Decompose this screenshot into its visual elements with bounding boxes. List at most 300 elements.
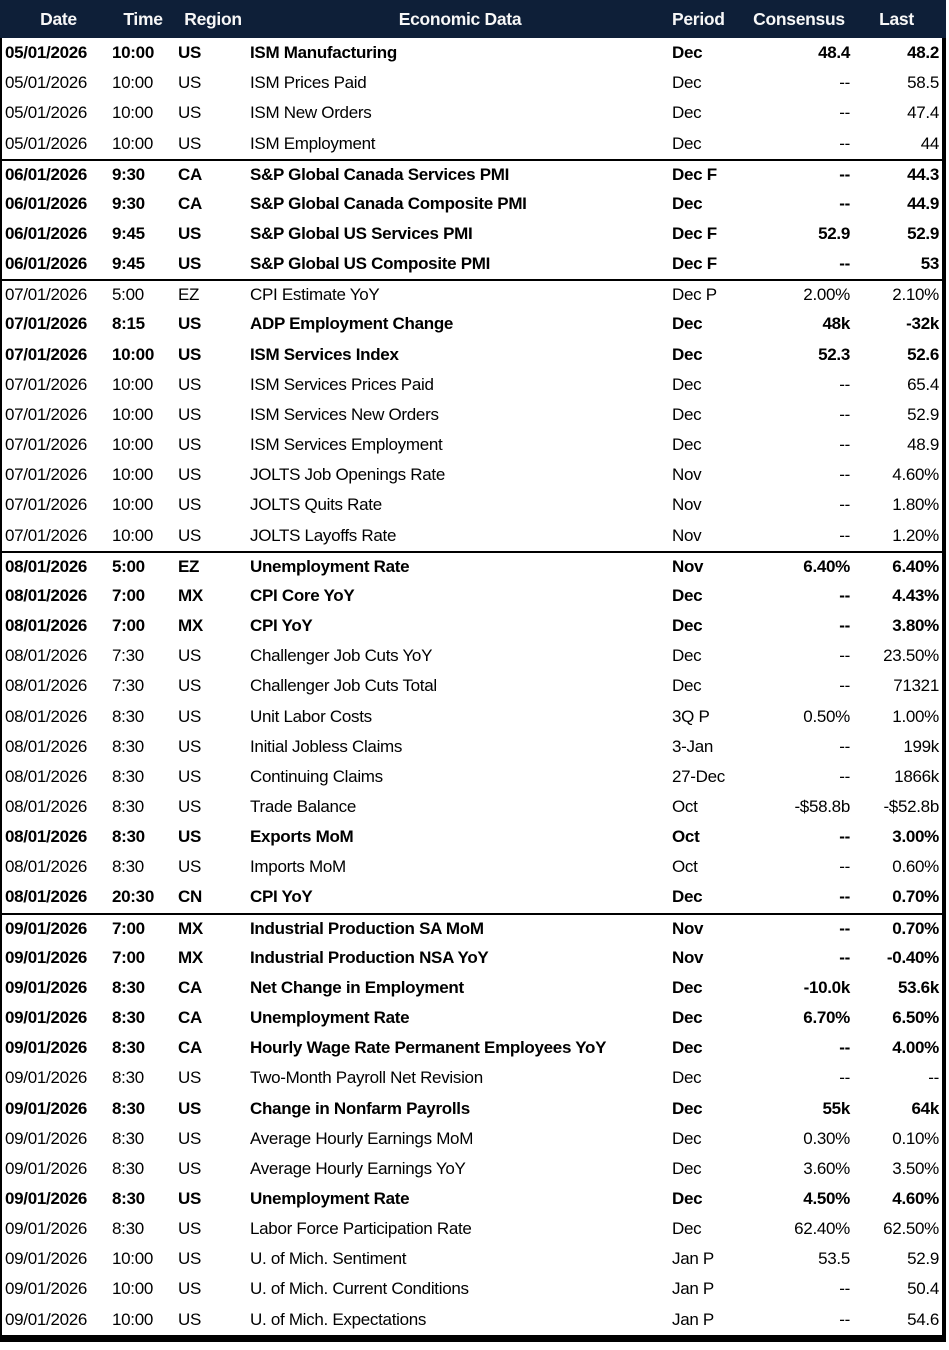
- cell-date: 09/01/2026: [5, 977, 88, 997]
- cell-last: 23.50%: [883, 646, 939, 666]
- cell-region: MX: [178, 616, 203, 636]
- column-header-period: Period: [672, 8, 725, 29]
- cell-period: Nov: [672, 525, 702, 545]
- cell-event: ISM Services Employment: [250, 435, 443, 455]
- cell-event: Unemployment Rate: [250, 556, 410, 576]
- cell-time: 10:00: [112, 495, 154, 515]
- table-row: [2, 1274, 942, 1304]
- table-row: [2, 822, 942, 852]
- cell-event: ISM Services Index: [250, 344, 399, 364]
- cell-consensus: -10.0k: [803, 977, 850, 997]
- cell-region: US: [178, 374, 202, 394]
- cell-last: -$52.8b: [883, 796, 939, 816]
- cell-last: 6.40%: [892, 556, 939, 576]
- cell-date: 08/01/2026: [5, 736, 88, 756]
- cell-event: Change in Nonfarm Payrolls: [250, 1098, 470, 1118]
- cell-time: 10:00: [112, 1279, 154, 1299]
- cell-date: 08/01/2026: [5, 676, 88, 696]
- cell-last: 4.60%: [892, 1189, 939, 1209]
- table-row: [2, 159, 942, 189]
- cell-time: 7:00: [112, 947, 145, 967]
- cell-date: 06/01/2026: [5, 224, 88, 244]
- table-row: [2, 1003, 942, 1033]
- cell-consensus: --: [839, 887, 850, 907]
- cell-time: 5:00: [112, 285, 144, 305]
- table-row: [2, 68, 942, 98]
- cell-period: Dec: [672, 1068, 702, 1088]
- cell-consensus: --: [839, 1279, 850, 1299]
- cell-event: ADP Employment Change: [250, 314, 454, 334]
- cell-region: US: [178, 796, 202, 816]
- cell-date: 09/01/2026: [5, 947, 88, 967]
- cell-period: Dec: [672, 1038, 703, 1058]
- cell-region: US: [178, 706, 202, 726]
- table-row: [2, 882, 942, 912]
- cell-last: 6.50%: [892, 1008, 939, 1028]
- cell-event: S&P Global Canada Services PMI: [250, 164, 510, 184]
- table-body: [0, 38, 946, 1342]
- cell-consensus: 62.40%: [794, 1219, 850, 1239]
- cell-consensus: 0.30%: [803, 1128, 850, 1148]
- cell-region: US: [178, 646, 202, 666]
- cell-consensus: --: [839, 857, 850, 877]
- cell-period: Dec: [672, 374, 702, 394]
- table-row: [2, 279, 942, 309]
- cell-time: 9:45: [112, 254, 145, 274]
- table-row: [2, 1063, 942, 1093]
- cell-date: 08/01/2026: [5, 887, 88, 907]
- cell-time: 8:30: [112, 1008, 145, 1028]
- cell-time: 5:00: [112, 556, 145, 576]
- cell-event: Initial Jobless Claims: [250, 736, 403, 756]
- cell-consensus: --: [839, 465, 850, 485]
- cell-last: 65.4: [907, 374, 939, 394]
- cell-consensus: 52.9: [818, 224, 850, 244]
- cell-last: 64k: [911, 1098, 939, 1118]
- cell-region: US: [178, 404, 202, 424]
- cell-period: Nov: [672, 918, 704, 938]
- column-header-event: Economic Data: [398, 8, 522, 29]
- column-header-date: Date: [40, 8, 77, 29]
- cell-period: Nov: [672, 947, 704, 967]
- cell-date: 08/01/2026: [5, 585, 88, 605]
- cell-event: JOLTS Quits Rate: [250, 495, 382, 515]
- cell-consensus: --: [839, 73, 850, 93]
- cell-event: Imports MoM: [250, 857, 346, 877]
- cell-date: 08/01/2026: [5, 616, 88, 636]
- cell-date: 05/01/2026: [5, 103, 88, 123]
- table-row: [2, 340, 942, 370]
- cell-date: 08/01/2026: [5, 766, 88, 786]
- cell-region: EZ: [178, 556, 200, 576]
- cell-last: 199k: [903, 736, 939, 756]
- cell-event: ISM Prices Paid: [250, 73, 367, 93]
- cell-consensus: 48.4: [818, 43, 850, 63]
- cell-time: 10:00: [112, 435, 154, 455]
- cell-last: 44: [920, 133, 939, 153]
- cell-period: Dec: [672, 1158, 702, 1178]
- cell-time: 10:00: [112, 103, 154, 123]
- cell-consensus: 4.50%: [803, 1189, 850, 1209]
- table-row: [2, 551, 942, 581]
- table-row: [2, 219, 942, 249]
- cell-event: Challenger Job Cuts Total: [250, 676, 437, 696]
- cell-region: US: [178, 736, 202, 756]
- cell-period: Jan P: [672, 1309, 714, 1329]
- cell-consensus: --: [839, 133, 850, 153]
- cell-last: 1.20%: [892, 525, 939, 545]
- cell-region: US: [178, 314, 202, 334]
- cell-consensus: --: [839, 947, 850, 967]
- cell-region: MX: [178, 585, 203, 605]
- cell-region: MX: [178, 947, 203, 967]
- cell-time: 8:30: [112, 706, 144, 726]
- cell-region: CA: [178, 977, 202, 997]
- cell-last: 48.9: [907, 435, 939, 455]
- cell-consensus: 55k: [822, 1098, 850, 1118]
- cell-event: Industrial Production NSA YoY: [250, 947, 489, 967]
- cell-event: ISM New Orders: [250, 103, 372, 123]
- cell-period: 27-Dec: [672, 766, 726, 786]
- table-header-row: [0, 0, 946, 38]
- cell-region: US: [178, 525, 202, 545]
- cell-consensus: 53.5: [818, 1249, 850, 1269]
- cell-region: US: [178, 1068, 202, 1088]
- cell-date: 08/01/2026: [5, 796, 88, 816]
- cell-region: CA: [178, 193, 202, 213]
- column-header-consensus: Consensus: [753, 8, 845, 29]
- table-row: [2, 671, 942, 701]
- cell-period: Dec: [672, 887, 703, 907]
- cell-time: 8:30: [112, 1158, 144, 1178]
- cell-period: Dec: [672, 73, 702, 93]
- cell-period: Dec: [672, 616, 703, 636]
- cell-time: 10:00: [112, 43, 154, 63]
- table-row: [2, 641, 942, 671]
- cell-consensus: --: [839, 525, 850, 545]
- cell-region: CA: [178, 1008, 202, 1028]
- cell-region: US: [178, 1249, 202, 1269]
- cell-period: Dec F: [672, 224, 717, 244]
- cell-last: -0.40%: [886, 947, 939, 967]
- cell-date: 08/01/2026: [5, 556, 88, 576]
- cell-date: 05/01/2026: [5, 133, 88, 153]
- cell-time: 9:45: [112, 224, 145, 244]
- table-row: [2, 460, 942, 490]
- cell-last: 54.6: [907, 1309, 939, 1329]
- cell-date: 09/01/2026: [5, 1249, 88, 1269]
- cell-consensus: 52.3: [818, 344, 850, 364]
- cell-period: Dec: [672, 344, 703, 364]
- cell-time: 7:00: [112, 585, 145, 605]
- cell-date: 05/01/2026: [5, 43, 88, 63]
- cell-event: Net Change in Employment: [250, 977, 464, 997]
- cell-consensus: -$58.8b: [794, 796, 850, 816]
- cell-last: -32k: [906, 314, 939, 334]
- cell-event: Exports MoM: [250, 827, 354, 847]
- cell-last: 0.10%: [892, 1128, 939, 1148]
- table-row: [2, 309, 942, 339]
- cell-region: US: [178, 1128, 202, 1148]
- cell-consensus: --: [839, 374, 850, 394]
- cell-period: Dec: [672, 977, 703, 997]
- cell-time: 8:30: [112, 766, 144, 786]
- cell-period: Dec: [672, 133, 702, 153]
- cell-consensus: 2.00%: [803, 285, 850, 305]
- cell-region: US: [178, 857, 202, 877]
- table-row: [2, 852, 942, 882]
- cell-event: U. of Mich. Expectations: [250, 1309, 427, 1329]
- cell-last: 58.5: [907, 73, 939, 93]
- cell-event: CPI YoY: [250, 887, 313, 907]
- cell-region: US: [178, 1279, 202, 1299]
- cell-date: 08/01/2026: [5, 646, 88, 666]
- cell-date: 06/01/2026: [5, 193, 88, 213]
- cell-event: Labor Force Participation Rate: [250, 1219, 472, 1239]
- cell-region: US: [178, 827, 202, 847]
- cell-date: 07/01/2026: [5, 435, 88, 455]
- cell-region: CA: [178, 1038, 202, 1058]
- cell-consensus: --: [839, 616, 850, 636]
- table-row: [2, 189, 942, 219]
- table-row: [2, 249, 942, 279]
- cell-region: US: [178, 766, 202, 786]
- table-row: [2, 1184, 942, 1214]
- cell-last: 48.2: [907, 43, 939, 63]
- cell-date: 09/01/2026: [5, 918, 88, 938]
- cell-last: 50.4: [907, 1279, 939, 1299]
- table-row: [2, 521, 942, 551]
- table-row: [2, 792, 942, 822]
- cell-period: 3-Jan: [672, 736, 714, 756]
- cell-event: ISM Employment: [250, 133, 376, 153]
- cell-region: US: [178, 1309, 202, 1329]
- cell-time: 8:30: [112, 796, 144, 816]
- cell-last: 3.50%: [892, 1158, 939, 1178]
- cell-date: 08/01/2026: [5, 706, 88, 726]
- cell-period: Dec F: [672, 254, 717, 274]
- column-header-region: Region: [184, 8, 242, 29]
- cell-time: 8:30: [112, 1219, 144, 1239]
- cell-event: ISM Services Prices Paid: [250, 374, 434, 394]
- cell-event: Challenger Job Cuts YoY: [250, 646, 433, 666]
- cell-last: 4.00%: [892, 1038, 939, 1058]
- cell-event: Average Hourly Earnings YoY: [250, 1158, 466, 1178]
- cell-last: 62.50%: [883, 1219, 939, 1239]
- cell-consensus: --: [839, 164, 850, 184]
- cell-event: JOLTS Job Openings Rate: [250, 465, 446, 485]
- cell-date: 07/01/2026: [5, 495, 88, 515]
- table-row: [2, 98, 942, 128]
- cell-consensus: 6.40%: [803, 556, 850, 576]
- cell-time: 8:30: [112, 977, 145, 997]
- cell-date: 09/01/2026: [5, 1098, 88, 1118]
- cell-last: 4.60%: [892, 465, 939, 485]
- cell-last: 71321: [893, 676, 939, 696]
- cell-event: CPI YoY: [250, 616, 313, 636]
- cell-consensus: --: [839, 435, 850, 455]
- cell-last: 52.9: [907, 224, 939, 244]
- cell-event: Hourly Wage Rate Permanent Employees YoY: [250, 1038, 607, 1058]
- table-row: [2, 581, 942, 611]
- cell-region: US: [178, 103, 202, 123]
- cell-region: US: [178, 1219, 202, 1239]
- cell-event: ISM Manufacturing: [250, 43, 397, 63]
- table-row: [2, 943, 942, 973]
- cell-period: Dec: [672, 585, 703, 605]
- cell-consensus: --: [839, 404, 850, 424]
- table-row: [2, 370, 942, 400]
- cell-period: Dec: [672, 43, 703, 63]
- cell-time: 8:30: [112, 857, 144, 877]
- cell-last: 44.9: [907, 193, 939, 213]
- cell-event: ISM Services New Orders: [250, 404, 439, 424]
- cell-event: Industrial Production SA MoM: [250, 918, 484, 938]
- cell-event: JOLTS Layoffs Rate: [250, 525, 397, 545]
- cell-time: 10:00: [112, 1249, 154, 1269]
- cell-last: 52.9: [907, 1249, 939, 1269]
- cell-last: 53.6k: [897, 977, 939, 997]
- cell-date: 09/01/2026: [5, 1068, 88, 1088]
- cell-time: 20:30: [112, 887, 154, 907]
- cell-period: Dec: [672, 103, 702, 123]
- cell-date: 07/01/2026: [5, 344, 88, 364]
- cell-region: US: [178, 133, 202, 153]
- cell-event: Continuing Claims: [250, 766, 383, 786]
- cell-last: 2.10%: [892, 285, 939, 305]
- cell-region: EZ: [178, 285, 200, 305]
- table-row: [2, 1305, 942, 1335]
- cell-last: 1866k: [894, 766, 939, 786]
- cell-date: 07/01/2026: [5, 465, 88, 485]
- cell-date: 05/01/2026: [5, 73, 88, 93]
- cell-region: US: [178, 73, 202, 93]
- cell-date: 09/01/2026: [5, 1128, 88, 1148]
- table-row: [2, 762, 942, 792]
- table-row: [2, 701, 942, 731]
- cell-last: 0.70%: [892, 918, 939, 938]
- cell-date: 06/01/2026: [5, 164, 88, 184]
- cell-period: Dec: [672, 404, 702, 424]
- cell-date: 08/01/2026: [5, 827, 88, 847]
- cell-region: US: [178, 344, 202, 364]
- table-row: [2, 1093, 942, 1123]
- cell-event: Average Hourly Earnings MoM: [250, 1128, 474, 1148]
- table-row: [2, 611, 942, 641]
- cell-last: 0.70%: [892, 887, 939, 907]
- cell-event: CPI Core YoY: [250, 585, 355, 605]
- table-row: [2, 400, 942, 430]
- cell-consensus: --: [839, 1038, 850, 1058]
- cell-period: Nov: [672, 495, 702, 515]
- cell-time: 8:30: [112, 736, 144, 756]
- cell-date: 07/01/2026: [5, 285, 88, 305]
- cell-last: 44.3: [907, 164, 939, 184]
- cell-region: US: [178, 1189, 202, 1209]
- cell-event: S&P Global Canada Composite PMI: [250, 193, 527, 213]
- cell-date: 07/01/2026: [5, 404, 88, 424]
- cell-time: 8:30: [112, 1098, 145, 1118]
- cell-consensus: 0.50%: [803, 706, 850, 726]
- cell-consensus: --: [839, 918, 850, 938]
- cell-date: 09/01/2026: [5, 1038, 88, 1058]
- cell-last: 4.43%: [892, 585, 939, 605]
- cell-time: 10:00: [112, 73, 154, 93]
- cell-time: 8:30: [112, 1128, 144, 1148]
- cell-consensus: --: [839, 585, 850, 605]
- cell-region: CN: [178, 887, 202, 907]
- column-header-time: Time: [123, 8, 163, 29]
- cell-time: 10:00: [112, 465, 154, 485]
- cell-date: 08/01/2026: [5, 857, 88, 877]
- cell-period: Dec: [672, 314, 703, 334]
- cell-consensus: --: [839, 827, 850, 847]
- cell-last: 53: [920, 254, 939, 274]
- cell-region: CA: [178, 164, 202, 184]
- cell-date: 06/01/2026: [5, 254, 88, 274]
- table-row: [2, 490, 942, 520]
- cell-consensus: --: [839, 193, 850, 213]
- cell-consensus: 6.70%: [803, 1008, 850, 1028]
- cell-consensus: --: [839, 766, 850, 786]
- cell-event: Two-Month Payroll Net Revision: [250, 1068, 483, 1088]
- cell-time: 10:00: [112, 1309, 154, 1329]
- cell-consensus: --: [839, 495, 850, 515]
- table-row: [2, 913, 942, 943]
- cell-consensus: --: [839, 1309, 850, 1329]
- cell-event: U. of Mich. Sentiment: [250, 1249, 407, 1269]
- table-row: [2, 1244, 942, 1274]
- cell-last: 47.4: [907, 103, 939, 123]
- cell-event: S&P Global US Services PMI: [250, 224, 473, 244]
- cell-consensus: --: [839, 103, 850, 123]
- cell-consensus: --: [839, 254, 850, 274]
- cell-time: 8:30: [112, 1038, 145, 1058]
- cell-region: US: [178, 465, 202, 485]
- cell-time: 7:30: [112, 676, 144, 696]
- cell-region: US: [178, 43, 202, 63]
- cell-region: US: [178, 676, 202, 696]
- cell-consensus: 3.60%: [803, 1158, 850, 1178]
- cell-date: 09/01/2026: [5, 1008, 88, 1028]
- cell-date: 07/01/2026: [5, 374, 88, 394]
- cell-last: 52.6: [907, 344, 939, 364]
- cell-time: 9:30: [112, 193, 145, 213]
- cell-time: 10:00: [112, 344, 154, 364]
- cell-period: Jan P: [672, 1279, 714, 1299]
- cell-last: 1.00%: [892, 706, 939, 726]
- cell-period: Nov: [672, 556, 704, 576]
- cell-consensus: --: [839, 1068, 850, 1088]
- cell-event: CPI Estimate YoY: [250, 285, 380, 305]
- cell-time: 10:00: [112, 374, 154, 394]
- column-header-last: Last: [879, 8, 914, 29]
- cell-period: Dec: [672, 1098, 703, 1118]
- cell-last: 52.9: [907, 404, 939, 424]
- cell-period: Dec: [672, 435, 702, 455]
- cell-region: US: [178, 224, 202, 244]
- cell-date: 09/01/2026: [5, 1219, 88, 1239]
- cell-event: U. of Mich. Current Conditions: [250, 1279, 469, 1299]
- cell-consensus: --: [839, 646, 850, 666]
- cell-date: 09/01/2026: [5, 1158, 88, 1178]
- cell-region: US: [178, 1098, 202, 1118]
- cell-period: Dec: [672, 1189, 703, 1209]
- cell-time: 7:00: [112, 918, 145, 938]
- table-row: [2, 973, 942, 1003]
- table-row: [2, 1033, 942, 1063]
- cell-date: 07/01/2026: [5, 314, 88, 334]
